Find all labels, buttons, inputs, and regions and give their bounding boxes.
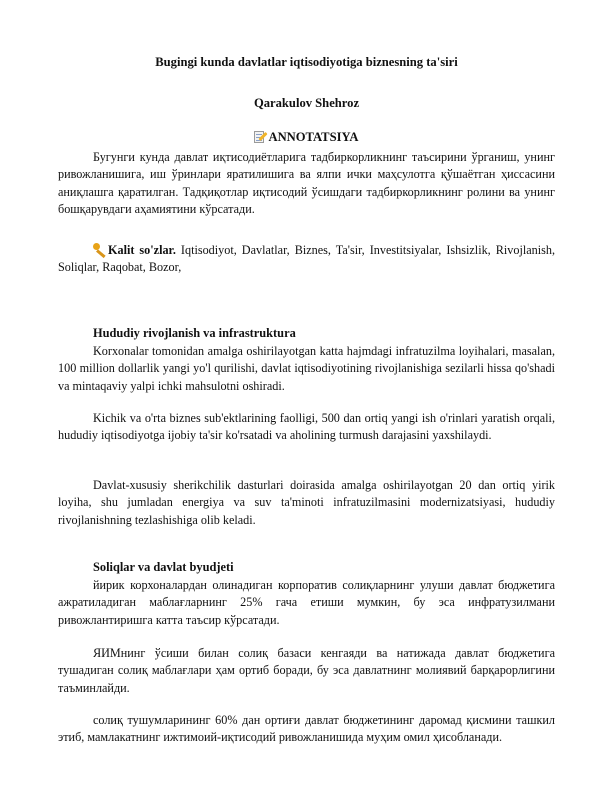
key-icon [93,243,107,256]
section-heading-regional: Hududiy rivojlanish va infrastruktura [93,326,296,340]
annotation-heading: ANNOTATSIYA [268,130,359,144]
keywords-label: Kalit so'zlar. [108,243,176,257]
section-paragraph: Korxonalar tomonidan amalga oshirilayotgan katta hajmdagi infratuzilma loyihalari, masalan, 100 million dollarlik yangi yo'l qurilishi, davlat iqtisodiyotining rivojlanishiga sezilarli hissa qo'shadi va mintaqaviy yalpi ichki mahsulotni oshiradi. [58,344,555,393]
annotation-text: Бугунги кунда давлат иқтисодиётларига тадбиркорликнинг таъсирини ўрганиш, унинг ривожланишига, иш ўринлари яратилишига ва ялпи ички маҳсулотга қўшаётган ҳиссасини аниқлашга қаратилган. Тадқиқотлар иқтисодий ўсишдаги тадбиркорликнинг ролини ва унинг бошқарувдаги аҳамиятини кўрсатади. [58,150,555,216]
section-paragraph: йирик корхоналардан олинадиган корпоратив солиқларнинг улуши давлат бюджетига ажратиладиган маблағларнинг 25% гача етиши мумкин, бу эса инфратузилмани ривожлантиришга катта таъсир кўрсатади. [58,578,555,627]
document-title: Bugingi kunda davlatlar iqtisodiyotiga biznesning ta'siri [155,55,458,69]
section-heading-taxes: Soliqlar va davlat byudjeti [93,560,234,574]
section-paragraph: Kichik va o'rta biznes sub'ektlarining faolligi, 500 dan ortiq yangi ish o'rinlari yaratish orqali, hududiy iqtisodiyotga ijobiy ta'sir ko'rsatadi va aholining turmush darajasini yaxshilaydi. [58,411,555,443]
annotation-heading-row [58,130,555,145]
section-paragraph: солиқ тушумларининг 60% дан ортиғи давлат бюджетининг даромад қисмини ташкил этиб, мамлакатнинг ижтимоий-иқтисодий ривожланишида муҳим омил ҳисобланади. [58,713,555,745]
section-paragraph: ЯИМнинг ўсиши билан солиқ базаси кенгаяди ва натижада давлат бюджетига тушадиган солиқ маблағлари ҳам ортиб боради, бу эса давлатнинг молиявий барқарорлигини таъминлайди. [58,646,555,695]
keywords-paragraph [58,242,555,277]
keywords-list: Iqtisodiyot, Davlatlar, Biznes, Ta'sir, Investitsiyalar, Ishsizlik, Rivojlanish, Soliqlar, Raqobat, Bozor, [58,243,555,275]
section-paragraph: Davlat-xususiy sherikchilik dasturlari doirasida amalga oshirilayotgan 20 dan ortiq yirik loyiha, shu jumladan energiya va suv ta'minoti infratuzilmasini modernizatsiyasi, hududiy rivojlanishning tezlashishiga olib keladi. [58,478,555,527]
memo-icon [254,130,267,143]
author-name: Qarakulov Shehroz [253,96,360,110]
